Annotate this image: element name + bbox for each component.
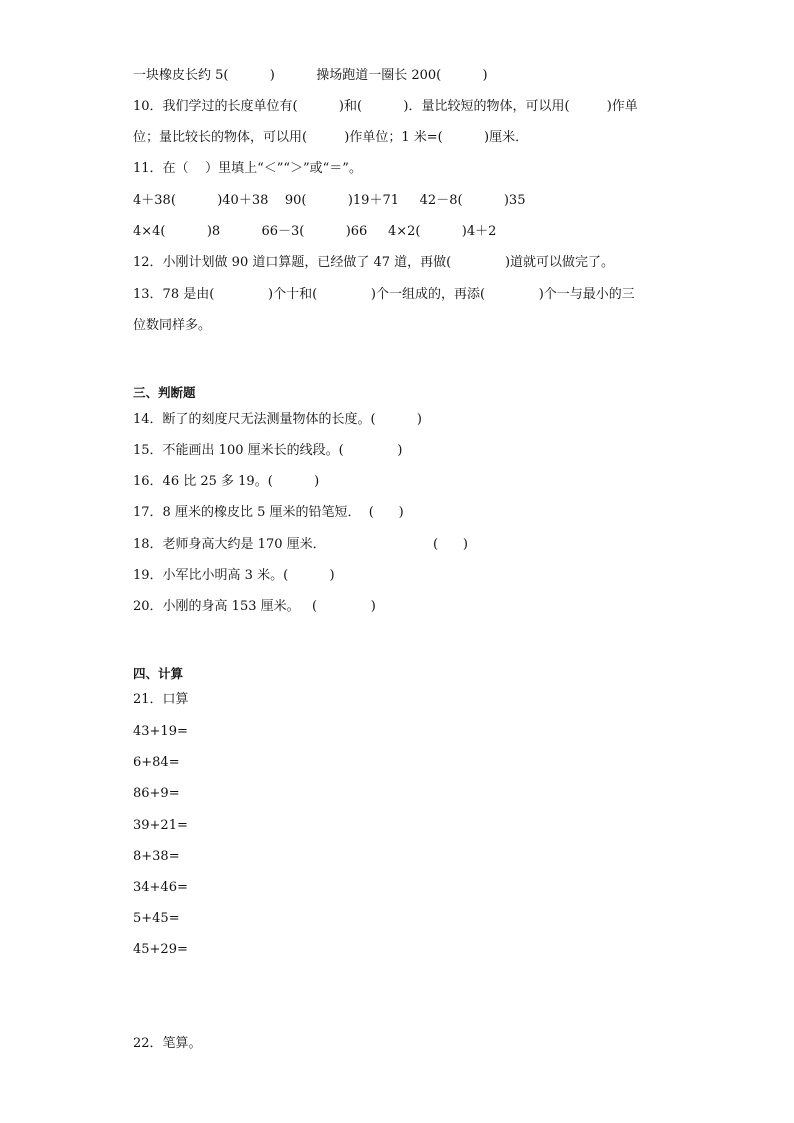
- question-10-line-2: 位；量比较长的物体，可以用( )作单位；1 米=( )厘米．: [133, 130, 529, 145]
- question-17: 17．8 厘米的橡皮比 5 厘米的铅笔短． ( ): [133, 505, 404, 520]
- compare-row-1: 4＋38( )40＋38 90( )19＋71 42－8( )35: [133, 193, 526, 208]
- calc-problem: 6+84=: [133, 755, 180, 770]
- compare-row-2: 4×4( )8 66－3( )66 4×2( )4＋2: [133, 224, 497, 239]
- question-20: 20．小刚的身高 153 厘米。 ( ): [133, 599, 376, 614]
- question-12: 12．小刚计划做 90 道口算题，已经做了 47 道，再做( )道就可以做完了。: [133, 255, 615, 270]
- calc-problem: 8+38=: [133, 849, 180, 864]
- calc-problem: 34+46=: [133, 880, 188, 895]
- question-22: 22．笔算。: [133, 1036, 202, 1051]
- question-16: 16．46 比 25 多 19。( ): [133, 474, 320, 489]
- question-19: 19．小军比小明高 3 米。( ): [133, 568, 335, 583]
- fill-blank-line: 一块橡皮长约 5( ) 操场跑道一圈长 200( ): [133, 68, 488, 83]
- question-14: 14．断了的刻度尺无法测量物体的长度。( ): [133, 412, 423, 427]
- question-21: 21．口算: [133, 692, 189, 707]
- question-13-line-1: 13．78 是由( )个十和( )个一组成的，再添( )个一与最小的三: [133, 287, 635, 302]
- question-15: 15．不能画出 100 厘米长的线段。( ): [133, 443, 403, 458]
- calc-problem: 5+45=: [133, 911, 180, 926]
- calc-problem: 43+19=: [133, 724, 188, 739]
- section-3-title: 三、判断题: [133, 385, 196, 400]
- calc-problem: 45+29=: [133, 942, 188, 957]
- question-13-line-2: 位数同样多。: [133, 318, 212, 333]
- section-4-title: 四、计算: [133, 666, 184, 681]
- question-11: 11．在（ ）里填上“＜”“＞”或“＝”。: [133, 161, 362, 176]
- question-18: 18．老师身高大约是 170 厘米． ( ): [133, 537, 468, 552]
- calc-problem: 39+21=: [133, 818, 188, 833]
- question-10-line-1: 10．我们学过的长度单位有( )和( )．量比较短的物体，可以用( )作单: [133, 99, 638, 114]
- calc-problem: 86+9=: [133, 786, 180, 801]
